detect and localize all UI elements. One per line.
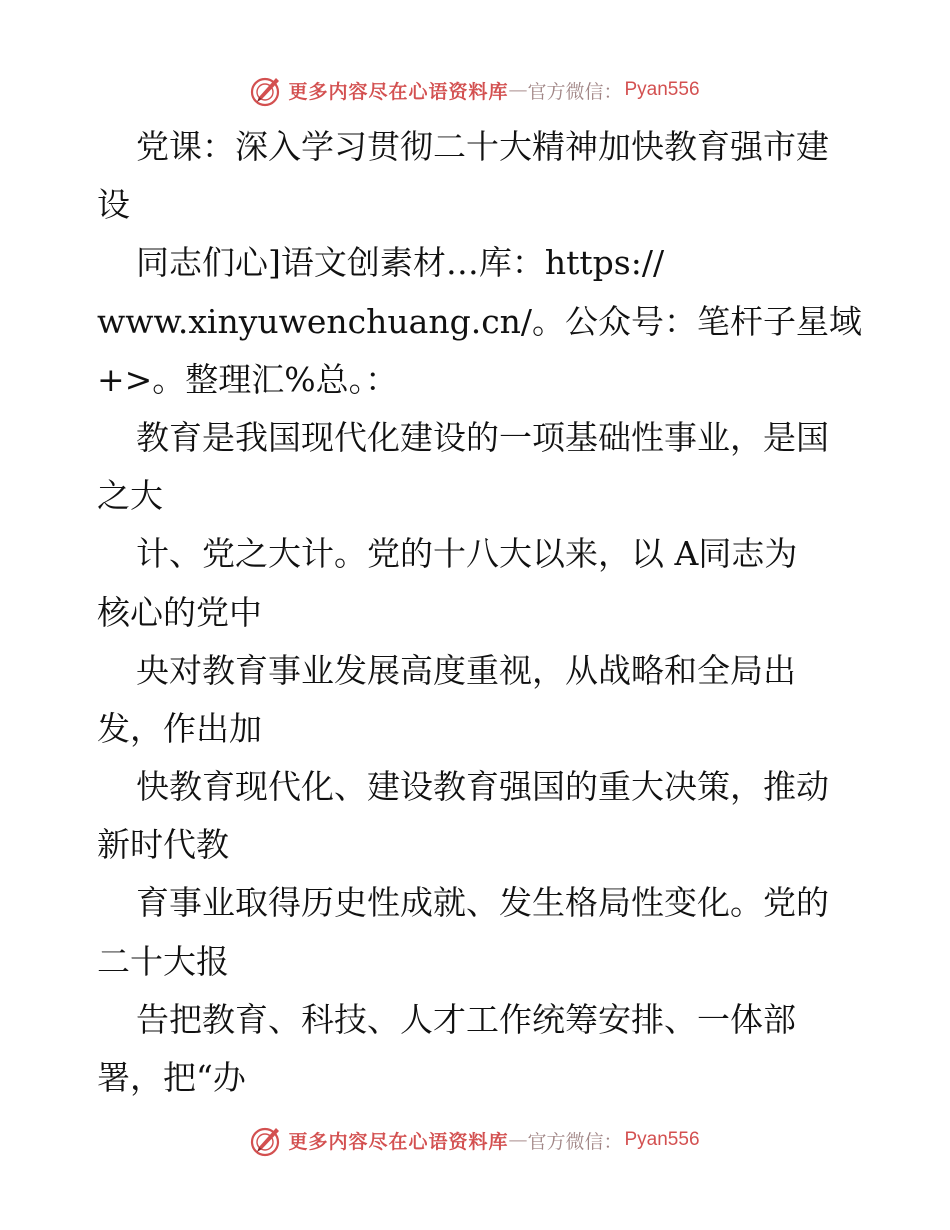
text-line: 育事业取得历史性成就、发生格局性变化。党的 <box>136 883 829 923</box>
text-line: 新时代教 <box>97 825 229 865</box>
text-line: 署，把“办 <box>97 1058 246 1097</box>
text-line: 快教育现代化、建设教育强国的重大决策，推动 <box>136 767 829 807</box>
text-line: 发，作出加 <box>97 708 262 748</box>
document-body <box>97 118 867 1107</box>
quill-logo-icon <box>250 1123 284 1157</box>
text-line: 告把教育、科技、人才工作统筹安排、一体部 <box>136 999 796 1039</box>
watermark-official-label: 官方微信： <box>527 80 623 103</box>
text-line: 设 <box>97 185 130 225</box>
text-line: 二十大报 <box>97 941 229 981</box>
quill-logo-icon <box>250 73 284 107</box>
header-watermark <box>0 70 950 110</box>
text-line: 央对教育事业发展高度重视，从战略和全局出 <box>136 650 796 690</box>
watermark-wechat-id: Pyan556 <box>624 1129 700 1150</box>
text-line: +>。整理汇%总。： <box>97 359 399 399</box>
text-line: 之大 <box>97 476 163 516</box>
text-line: 党课：深入学习贯彻二十大精神加快教育强市建 <box>136 127 829 166</box>
watermark-brand: 更多内容尽在心语资料库 <box>288 80 509 103</box>
watermark-separator: — <box>508 1129 528 1151</box>
watermark-separator: — <box>508 79 528 101</box>
text-line: 教育是我国现代化建设的一项基础性事业，是国 <box>136 417 829 457</box>
watermark-wechat-id: Pyan556 <box>624 79 700 100</box>
text-line: www.xinyuwenchuang.cn/。公众号：笔杆子星域 <box>97 301 863 341</box>
watermark-official-label: 官方微信： <box>527 1130 623 1153</box>
watermark-brand: 更多内容尽在心语资料库 <box>288 1130 509 1153</box>
text-line: 同志们心]语文创素材…库：https:// <box>136 243 665 283</box>
text-line: 计、党之大计。党的十八大以来，以 A同志为 <box>136 534 798 574</box>
footer-watermark <box>0 1120 950 1160</box>
text-line: 核心的党中 <box>97 592 262 632</box>
